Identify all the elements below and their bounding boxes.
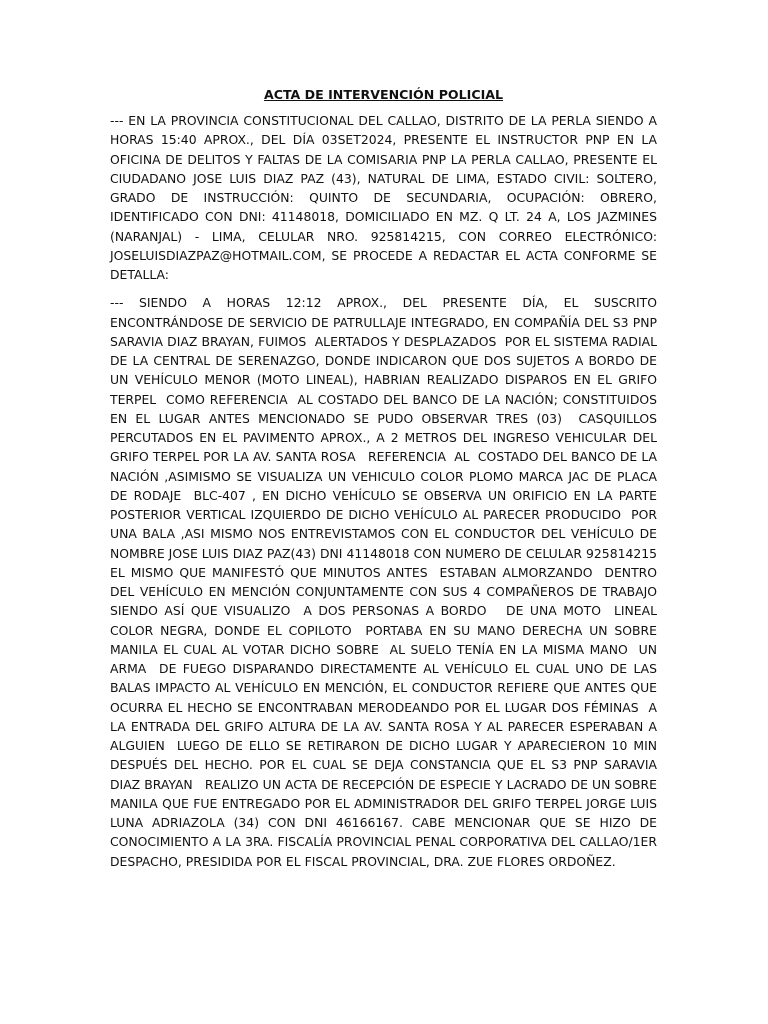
paragraph-intro: --- EN LA PROVINCIA CONSTITUCIONAL DEL CALLAO, DISTRITO DE LA PERLA SIENDO A HORAS 15:40 APROX., DEL DÍA 03SET2024, PRESENTE EL INSTRUCTOR PNP EN LA OFICINA DE DELITOS Y FALTAS DE LA COMISARIA PNP LA PERLA CALLAO, PRESENTE EL CIUDADANO JOSE LUIS DIAZ PAZ (43), NATURAL DE LIMA, ESTADO CIVIL: SOLTERO, GRADO DE INSTRUCCIÓN: QUINTO DE SECUNDARIA, OCUPACIÓN: OBRERO, IDENTIFICADO CON DNI: 41148018, DOMICILIADO EN MZ. Q LT. 24 A, LOS JAZMINES (NARANJAL) - LIMA, CELULAR NRO. 925814215, CON CORREO ELECTRÓNICO: JOSELUISDIAZPAZ@HOTMAIL.COM, SE PROCEDE A REDACTAR EL ACTA CONFORME SE DETALLA:: [110, 113, 661, 282]
paragraph-narrative: --- SIENDO A HORAS 12:12 APROX., DEL PRESENTE DÍA, EL SUSCRITO ENCONTRÁNDOSE DE SERVICIO DE PATRULLAJE INTEGRADO, EN COMPAÑÍA DEL S3 PNP SARAVIA DIAZ BRAYAN, FUIMOS ALERTADOS Y DESPLAZADOS POR EL SISTEMA RADIAL DE LA CENTRAL DE SERENAZGO, DONDE INDICARON QUE DOS SUJETOS A BORDO DE UN VEHÍCULO MENOR (MOTO LINEAL), HABRIAN REALIZADO DISPAROS EN EL GRIFO TERPEL COMO REFERENCIA AL COSTADO DEL BANCO DE LA NACIÓN; CONSTITUIDOS EN EL LUGAR ANTES MENCIONADO SE PUDO OBSERVAR TRES (03) CASQUILLOS PERCUTADOS EN EL PAVIMENTO APROX., A 2 METROS DEL INGRESO VEHICULAR DEL GRIFO TERPEL POR LA AV. SANTA ROSA REFERENCIA AL COSTADO DEL BANCO DE LA NACIÓN ,ASIMISMO SE VISUALIZA UN VEHICULO COLOR PLOMO MARCA JAC DE PLACA DE RODAJE BLC-407 , EN DICHO VEHÍCULO SE OBSERVA UN ORIFICIO EN LA PARTE POSTERIOR VERTICAL IZQUIERDO DE DICHO VEHÍCULO AL PARECER PRODUCIDO POR UNA BALA ,ASI MISMO NOS ENTREVISTAMOS CON EL CONDUCTOR DEL VEHÍCULO DE NOMBRE JOSE LUIS DIAZ PAZ(43) DNI 41148018 CON NUMERO DE CELULAR 925814215 EL MISMO QUE MANIFESTÓ QUE MINUTOS ANTES ESTABAN ALMORZANDO DENTRO DEL VEHÍCULO EN MENCIÓN CONJUNTAMENTE CON SUS 4 COMPAÑEROS DE TRABAJO SIENDO ASÍ QUE VISUALIZO A DOS PERSONAS A BORDO DE UNA MOTO LINEAL COLOR NEGRA, DONDE EL COPILOTO PORTABA EN SU MANO DERECHA UN SOBRE MANILA EL CUAL AL VOTAR DICHO SOBRE AL SUELO TENÍA EN LA MISMA MANO UN ARMA DE FUEGO DISPARANDO DIRECTAMENTE AL VEHÍCULO EL CUAL UNO DE LAS BALAS IMPACTO AL VEHÍCULO EN MENCIÓN, EL CONDUCTOR REFIERE QUE ANTES QUE OCURRA EL HECHO SE ENCONTRABAN MERODEANDO POR EL LUGAR DOS FÉMINAS A LA ENTRADA DEL GRIFO ALTURA DE LA AV. SANTA ROSA Y AL PARECER ESPERABAN A ALGUIEN LUEGO DE ELLO SE RETIRARON DE DICHO LUGAR Y APARECIERON 10 MIN DESPUÉS DEL HECHO. POR EL CUAL SE DEJA CONSTANCIA QUE EL S3 PNP SARAVIA DIAZ BRAYAN REALIZO UN ACTA DE RECEPCIÓN DE ESPECIE Y LACRADO DE UN SOBRE MANILA QUE FUE ENTREGADO POR EL ADMINISTRADOR DEL GRIFO TERPEL JORGE LUIS LUNA ADRIAZOLA (34) CON DNI 46166167. CABE MENCIONAR QUE SE HIZO DE CONOCIMIENTO A LA 3RA. FISCALÍA PROVINCIAL PENAL CORPORATIVA DEL CALLAO/1ER DESPACHO, PRESIDIDA POR EL FISCAL PROVINCIAL, DRA. ZUE FLORES ORDOÑEZ.: [110, 295, 661, 869]
document-body: [110, 86, 661, 880]
document-title: ACTA DE INTERVENCIÓN POLICIAL: [263, 87, 504, 102]
